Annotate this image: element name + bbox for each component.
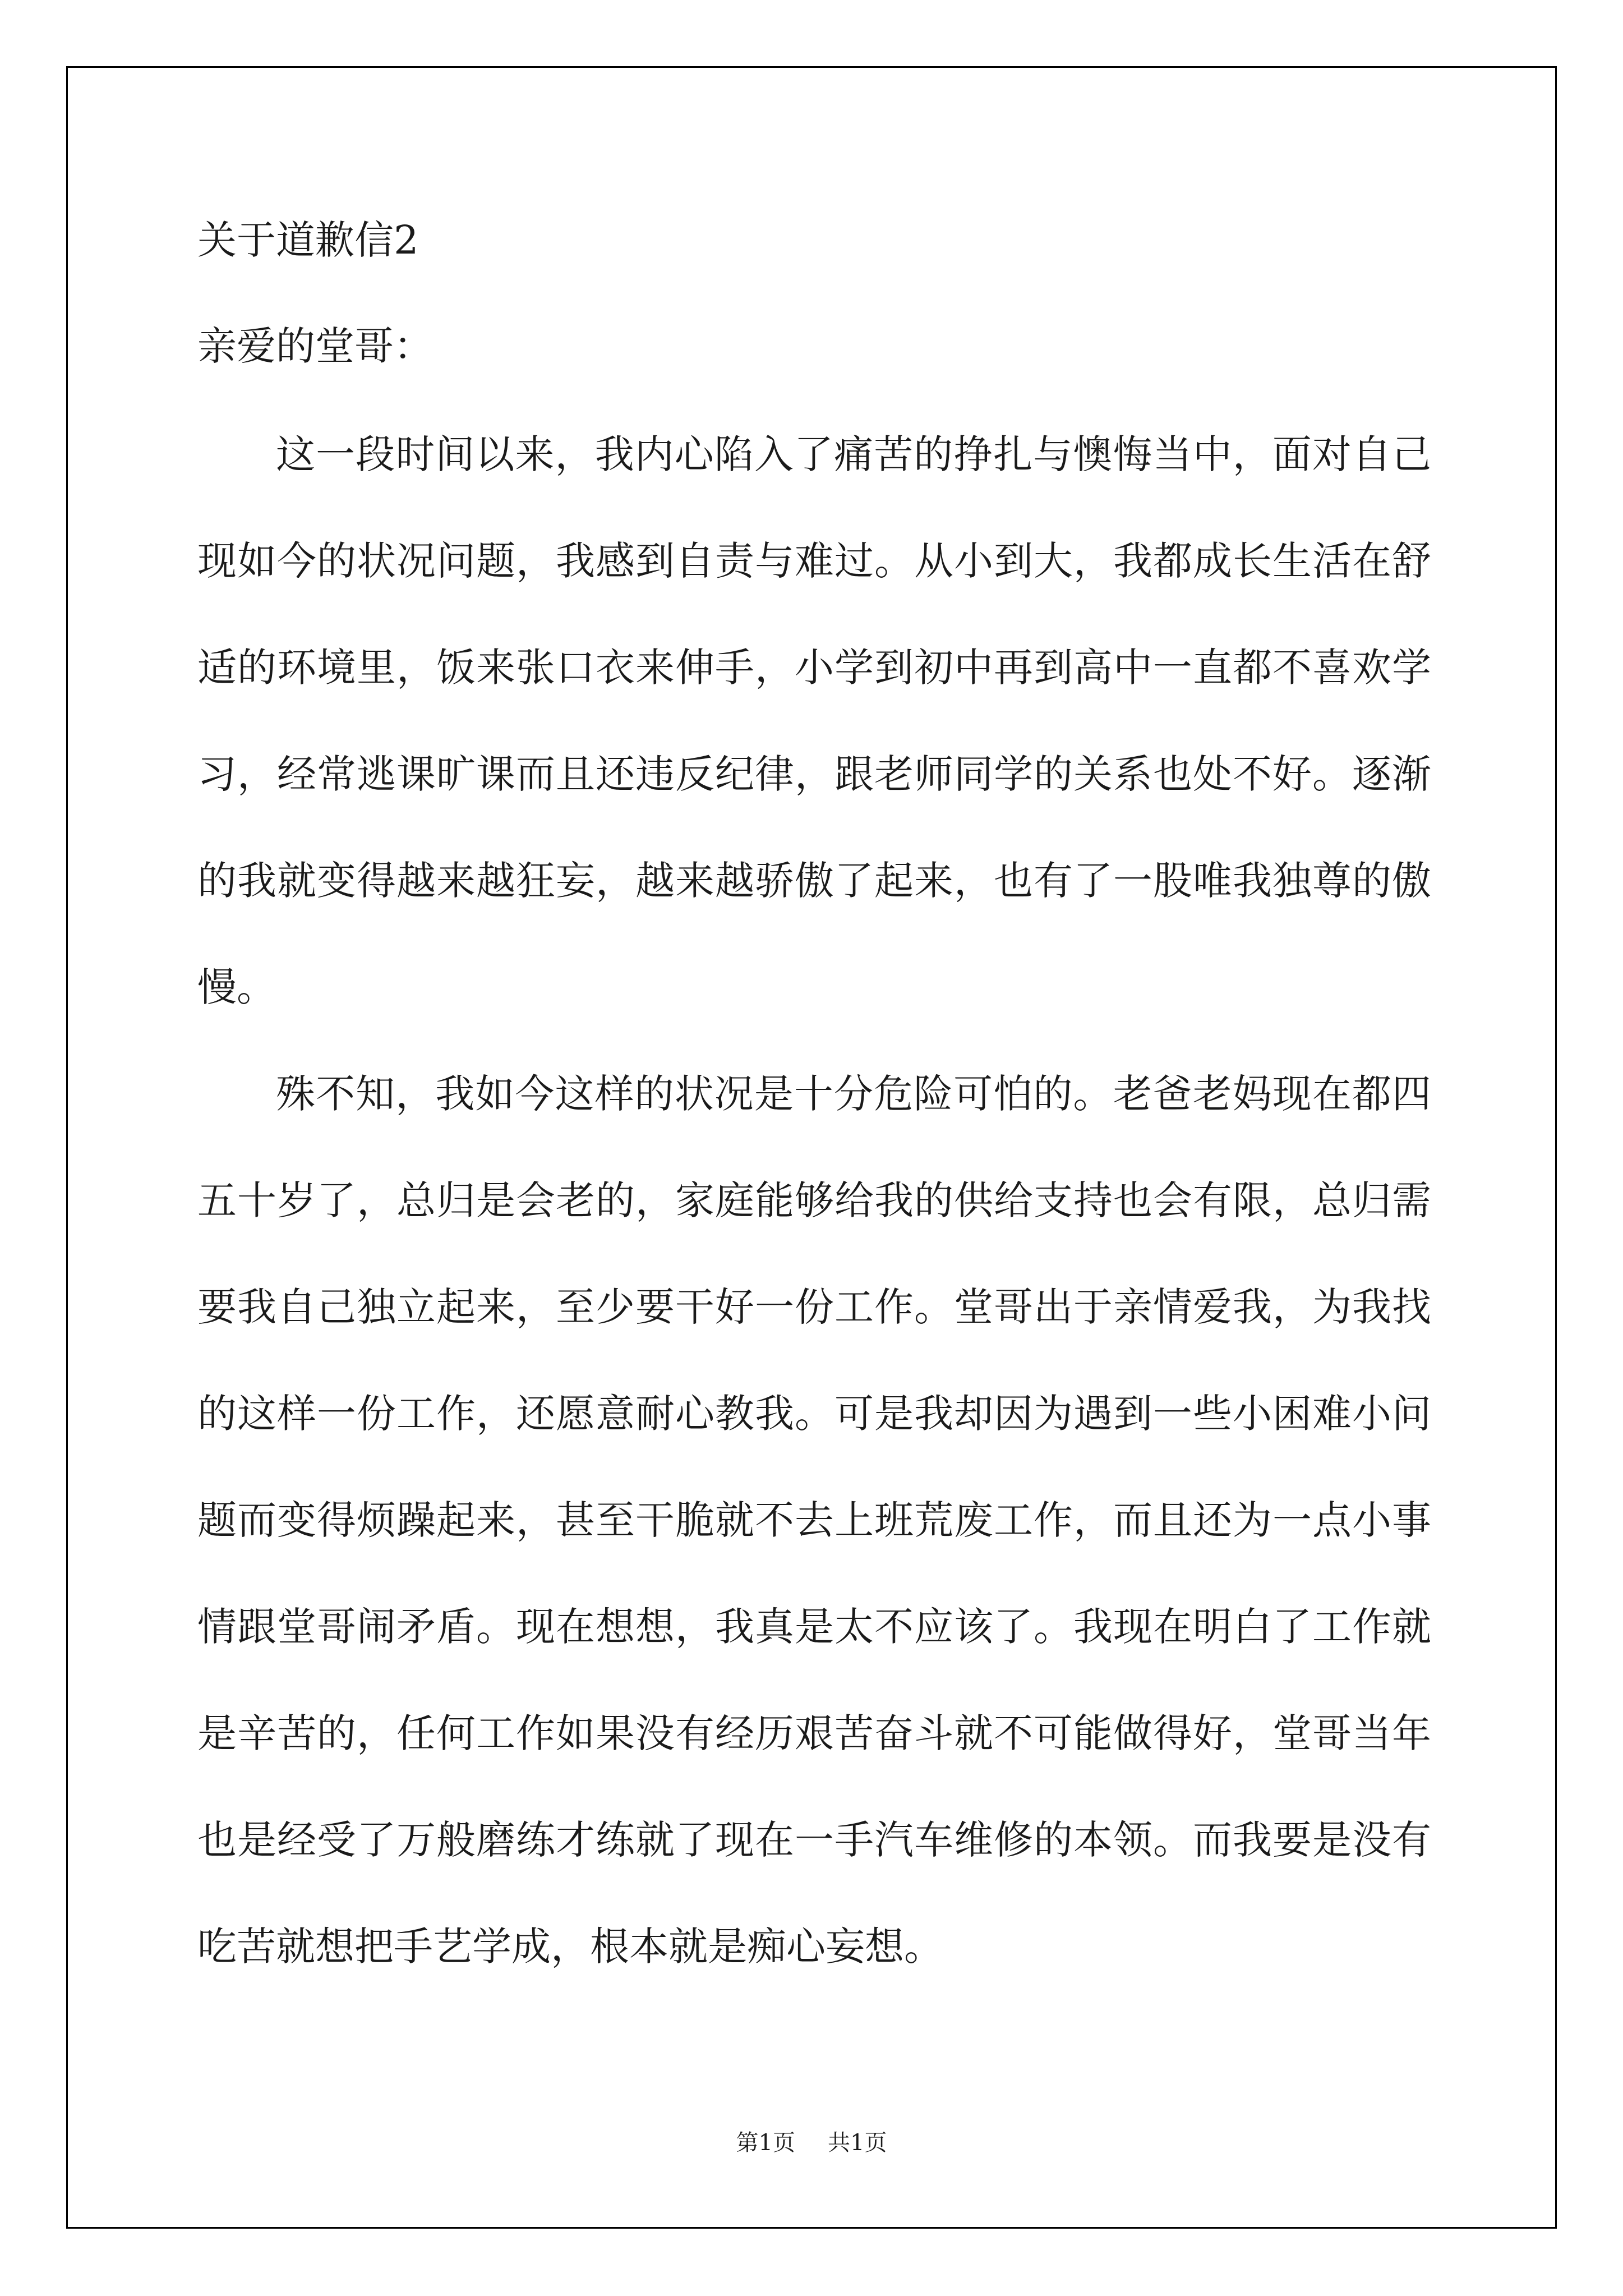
page-number-current: 第1页 [736,2130,795,2156]
document-title: 关于道歉信2 [197,217,419,263]
letter-greeting: 亲爱的堂哥： [197,323,433,369]
page-footer [0,2129,1623,2157]
page-number-total: 共1页 [828,2130,887,2156]
document-body [197,213,1431,2000]
paragraph-2: 殊不知，我如今这样的状况是十分危险可怕的。老爸老妈现在都四五十岁了，总归是会老的，家庭能够给我的供给支持也会有限，总归需要我自己独立起来，至少要干好一份工作。堂哥出于亲情爱我，为我找的这样一份工作，还愿意耐心教我。可是我却因为遇到一些小困难小问题而变得烦躁起来，甚至干脆就不去上班荒废工作，而且还为一点小事情跟堂哥闹矛盾。现在想想，我真是太不应该了。我现在明白了工作就是辛苦的，任何工作如果没有经历艰苦奋斗就不可能做得好，堂哥当年也是经受了万般磨练才练就了现在一手汽车维修的本领。而我要是没有吃苦就想把手艺学成，根本就是痴心妄想。 [197,1071,1431,1970]
paragraph-1: 这一段时间以来，我内心陷入了痛苦的挣扎与懊悔当中，面对自己现如今的状况问题，我感到自责与难过。从小到大，我都成长生活在舒适的环境里，饭来张口衣来伸手，小学到初中再到高中一直都不喜欢学习，经常逃课旷课而且还违反纪律，跟老师同学的关系也处不好。逐渐的我就变得越来越狂妄，越来越骄傲了起来，也有了一股唯我独尊的傲慢。 [197,431,1431,1010]
